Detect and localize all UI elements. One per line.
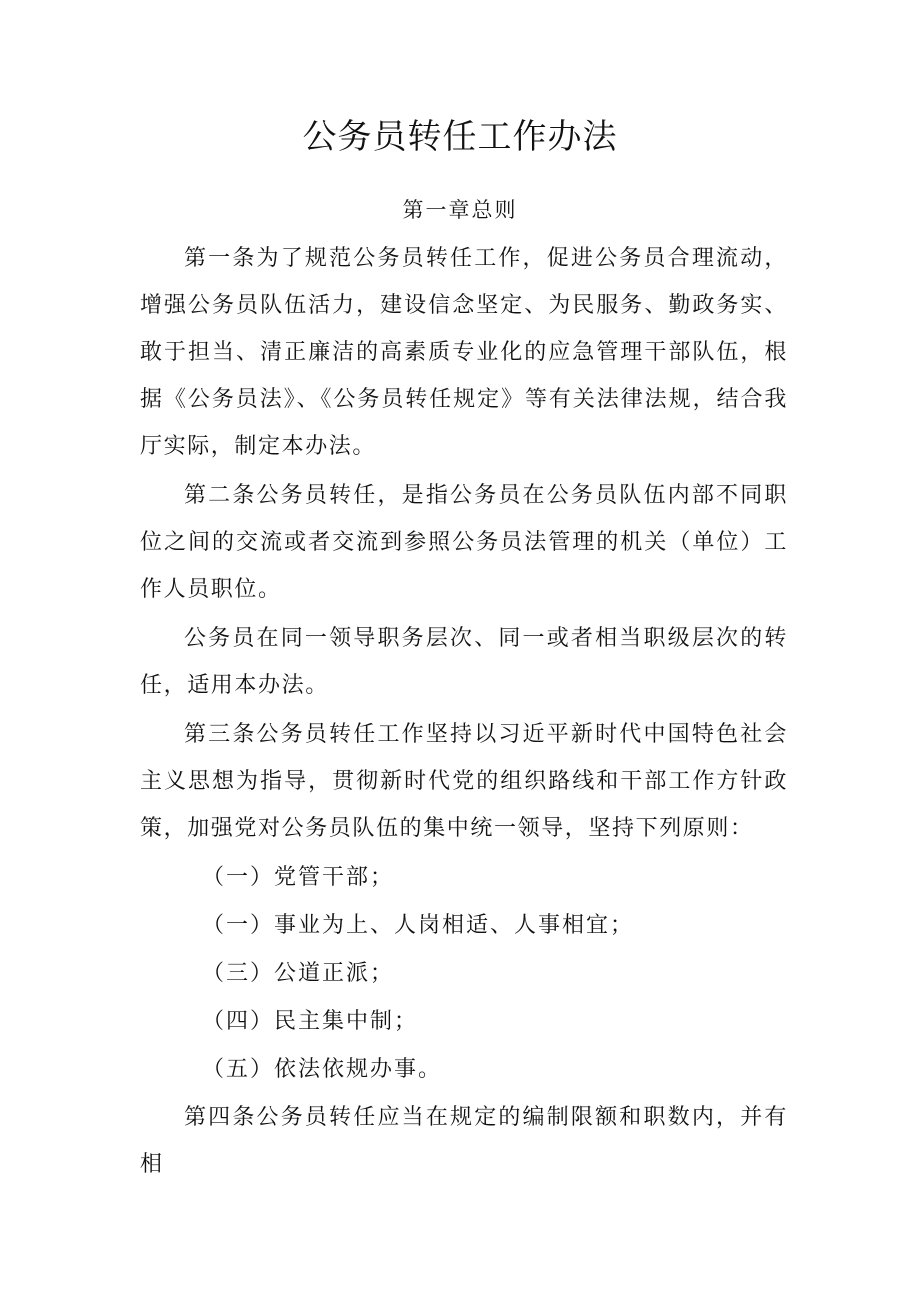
article-4: 第四条公务员转任应当在规定的编制限额和职数内，并有相: [140, 1105, 788, 1177]
principle-item: （一）事业为上、人岗相适、人事相宜；: [202, 913, 635, 938]
article-1: 第一条为了规范公务员转任工作，促进公务员合理流动，增强公务员队伍活力，建设信念坚定、为民服务、勤政务实、敢于担当、清正廉洁的高素质专业化的应急管理干部队伍，根据《公务员法》、《公务员转任规定》等有关法律法规，结合我厅实际，制定本办法。: [140, 246, 788, 459]
principle-item: （五）依法依规办事。: [202, 1057, 443, 1082]
article-2: 第二条公务员转任，是指公务员在公务员队伍内部不同职位之间的交流或者交流到参照公务员法管理的机关（单位）工作人员职位。: [140, 483, 788, 602]
principle-item: （一）党管干部；: [202, 865, 395, 890]
document-title: 公务员转任工作办法: [302, 117, 618, 157]
chapter-heading: 第一章总则: [402, 198, 518, 222]
article-3: 第三条公务员转任工作坚持以习近平新时代中国特色社会主义思想为指导，贯彻新时代党的组织路线和干部工作方针政策，加强党对公务员队伍的集中统一领导，坚持下列原则：: [140, 722, 788, 841]
article-2-scope: 公务员在同一领导职务层次、同一或者相当职级层次的转任，适用本办法。: [140, 626, 788, 698]
principle-item: （三）公道正派；: [202, 961, 395, 986]
document-body: [140, 235, 788, 1190]
principle-item: （四）民主集中制；: [202, 1009, 419, 1034]
